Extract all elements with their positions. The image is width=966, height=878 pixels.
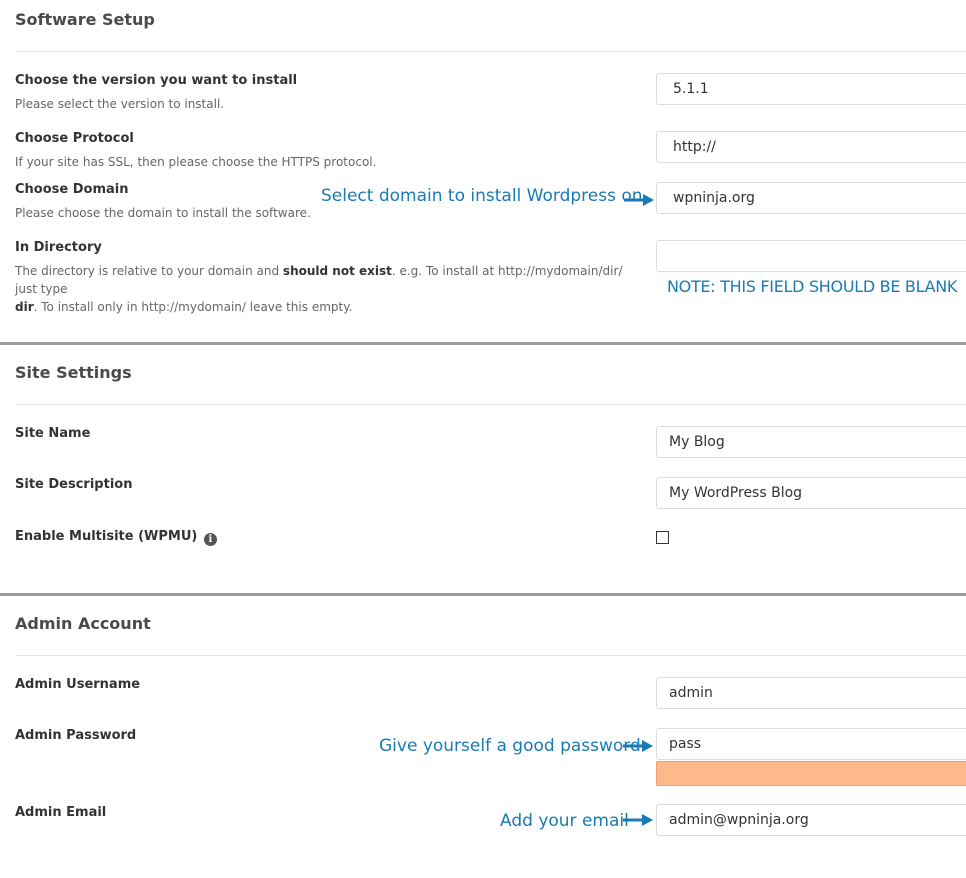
admin-email-input[interactable]: admin@wpninja.org (656, 804, 966, 836)
password-strength-bar (656, 761, 966, 786)
domain-label: Choose Domain (15, 182, 129, 197)
section-title-site-settings: Site Settings (15, 363, 132, 382)
version-help: Please select the version to install. (15, 97, 225, 111)
arrow-right-icon (622, 738, 654, 754)
info-icon[interactable]: i (204, 533, 217, 546)
site-description-input[interactable]: My WordPress Blog (656, 477, 966, 509)
section-title-software-setup: Software Setup (15, 10, 155, 29)
domain-help: Please choose the domain to install the software. (15, 206, 311, 220)
section-separator (0, 593, 966, 596)
directory-note-annotation: NOTE: THIS FIELD SHOULD BE BLANK (667, 277, 958, 296)
version-label: Choose the version you want to install (15, 73, 298, 88)
section-title-admin-account: Admin Account (15, 614, 151, 633)
domain-select[interactable] (656, 182, 966, 214)
directory-help: The directory is relative to your domain and should not exist. e.g. To install at http://mydomain/dir/ just type dir. To install only in http://mydomain/ leave this empty. (15, 264, 623, 314)
admin-password-input[interactable]: pass (656, 728, 966, 760)
directory-input[interactable] (656, 240, 966, 272)
divider (15, 51, 966, 52)
domain-select-value: wpninja.org (673, 190, 755, 206)
divider (15, 404, 966, 405)
arrow-right-icon (623, 192, 655, 208)
version-select[interactable] (656, 73, 966, 105)
protocol-help: If your site has SSL, then please choose the HTTPS protocol. (15, 155, 377, 169)
protocol-select-value: http:// (673, 139, 716, 155)
site-name-input[interactable]: My Blog (656, 426, 966, 458)
arrow-right-icon (622, 812, 654, 828)
protocol-select[interactable] (656, 131, 966, 163)
directory-label: In Directory (15, 240, 102, 255)
domain-annotation: Select domain to install Wordpress on (321, 186, 643, 206)
multisite-checkbox[interactable] (656, 531, 669, 544)
protocol-label: Choose Protocol (15, 131, 134, 146)
section-separator (0, 342, 966, 345)
admin-username-input[interactable]: admin (656, 677, 966, 709)
admin-password-label: Admin Password (15, 728, 137, 743)
site-name-label: Site Name (15, 426, 91, 441)
multisite-label: Enable Multisite (WPMU) i (15, 529, 217, 546)
site-description-label: Site Description (15, 477, 133, 492)
version-select-value: 5.1.1 (673, 81, 709, 97)
admin-email-label: Admin Email (15, 805, 107, 820)
email-annotation: Add your email (500, 811, 629, 831)
divider (15, 655, 966, 656)
password-annotation: Give yourself a good password (379, 736, 641, 756)
admin-username-label: Admin Username (15, 677, 141, 692)
